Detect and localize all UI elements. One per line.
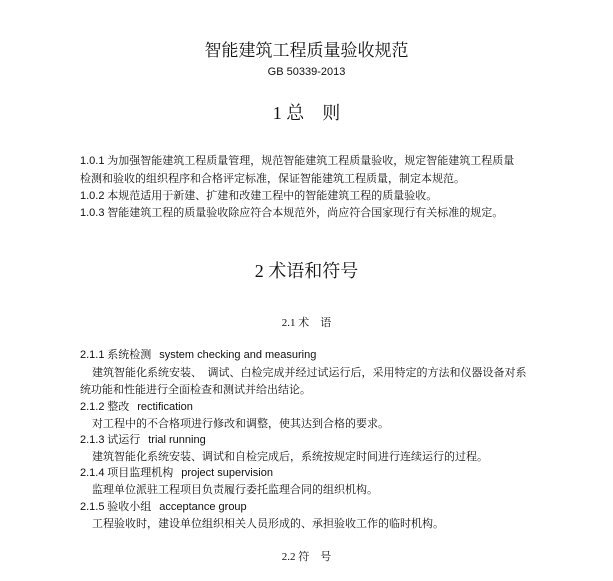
term-2-1-3-def: 建筑智能化系统安装、调试和自检完成后，系统按规定时间进行连续运行的过程。 — [92, 451, 488, 463]
section-2-2-heading: 2.2 符 号 — [281, 551, 332, 563]
term-2-1-5: 2.1.5 验收小组 acceptance group — [80, 501, 247, 513]
clause-1-0-2: 1.0.2 本规范适用于新建、扩建和改建工程中的智能建筑工程的质量验收。 — [80, 190, 438, 202]
term-2-1-1: 2.1.1 系统检测 system checking and measuring — [80, 349, 317, 361]
term-2-1-1-def-cont: 统功能和性能进行全面检查和测试并给出结论。 — [80, 384, 311, 396]
term-2-1-2-def: 对工程中的不合格项进行修改和调整，使其达到合格的要求。 — [92, 418, 389, 430]
document-title: 智能建筑工程质量验收规范 — [204, 41, 409, 60]
chapter-2-heading: 2 术语和符号 — [254, 261, 359, 281]
term-2-1-3: 2.1.3 试运行 trial running — [80, 434, 206, 446]
term-2-1-4: 2.1.4 项目监理机构 project supervision — [80, 467, 273, 479]
standard-code: GB 50339-2013 — [267, 66, 346, 78]
term-2-1-4-def: 监理单位派驻工程项目负责履行委托监理合同的组织机构。 — [92, 484, 378, 496]
clause-1-0-1: 1.0.1 为加强智能建筑工程质量管理，规范智能建筑工程质量验收，规定智能建筑工程质量 — [80, 155, 515, 167]
clause-1-0-1-cont: 检测和验收的组织程序和合格评定标准，保证智能建筑工程质量，制定本规范。 — [80, 173, 465, 185]
section-2-1-heading: 2.1 术 语 — [281, 317, 332, 329]
chapter-1-heading: 1 总 则 — [272, 103, 341, 123]
clause-1-0-3: 1.0.3 智能建筑工程的质量验收除应符合本规范外，尚应符合国家现行有关标准的规定。 — [80, 207, 504, 219]
term-2-1-1-def: 建筑智能化系统安装、 调试、白检完成并经过试运行后，采用特定的方法和仪器设备对系 — [92, 367, 527, 379]
term-2-1-5-def: 工程验收时，建设单位组织相关人员形成的、承担验收工作的临时机构。 — [92, 518, 444, 530]
term-2-1-2: 2.1.2 整改 rectification — [80, 401, 193, 413]
